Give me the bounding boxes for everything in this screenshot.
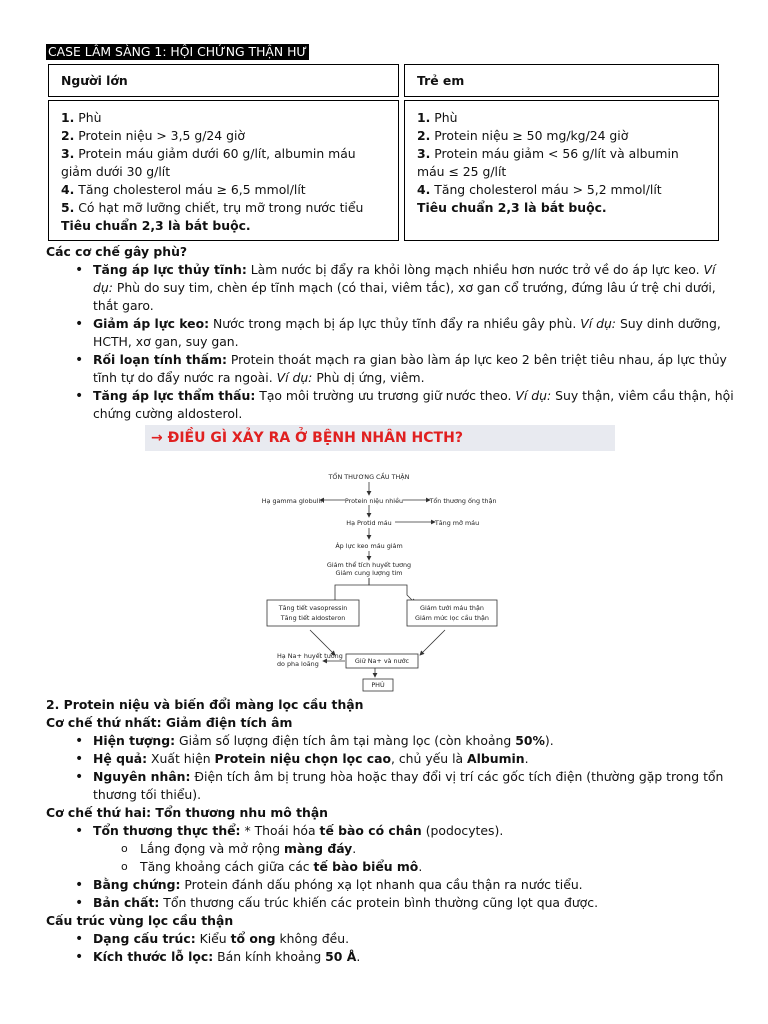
edema-heading: Các cơ chế gây phù? (46, 244, 188, 259)
list-item: • Bản chất: Tổn thương cấu trúc khiến các protein bình thường cũng lọt qua được. (93, 894, 736, 912)
node-top: TỔN THƯƠNG CẦU THẬN (328, 473, 410, 481)
adult-header-label: Người lớn (61, 73, 128, 88)
adult-criterion: 3. Protein máu giảm dưới 60 g/lít, albumin máu (61, 146, 356, 161)
child-criterion: 2. Protein niệu ≥ 50 mg/kg/24 giờ (417, 128, 629, 143)
node-phu: PHÙ (371, 681, 385, 689)
node-na-1: Hạ Na+ huyết tương (277, 652, 343, 660)
mech1-heading: Cơ chế thứ nhất: Giảm điện tích âm (46, 715, 293, 730)
section-2 (46, 696, 736, 966)
list-item: • Dạng cấu trúc: Kiểu tổ ong không đều. (93, 930, 736, 948)
node-giu-na: Giữ Na+ và nước (354, 657, 410, 665)
node-ap-luc: Áp lực keo máu giảm (335, 542, 403, 550)
flowchart-svg (145, 455, 615, 693)
table-header-child (404, 64, 719, 97)
list-item: • Giảm áp lực keo: Nước trong mạch bị áp lực thủy tĩnh đẩy ra nhiều gây phù. Ví dụ: Suy dinh dưỡng, HCTH, xơ gan, suy gan. (93, 315, 736, 351)
mech2-sublist (93, 840, 736, 876)
arrow (369, 578, 415, 603)
flowchart-figure (145, 425, 615, 693)
node-renal-2: Giảm mức lọc cầu thận (415, 614, 489, 622)
mech2-list (46, 822, 736, 912)
node-protein: Protein niệu nhiều (344, 497, 404, 505)
node-giam-the-1: Giảm thể tích huyết tương (326, 561, 412, 569)
list-item: • Hệ quả: Xuất hiện Protein niệu chọn lọc cao, chủ yếu là Albumin. (93, 750, 736, 768)
list-item: • Kích thước lỗ lọc: Bán kính khoảng 50 Å. (93, 948, 736, 966)
node-na-2: do pha loãng (277, 660, 319, 668)
figure-banner: → ĐIỀU GÌ XẢY RA Ở BỆNH NHÂN HCTH? (145, 425, 615, 451)
structure-list (46, 930, 736, 966)
table-header-adult (48, 64, 399, 97)
list-item: • Tăng áp lực thẩm thấu: Tạo môi trường ưu trương giữ nước theo. Ví dụ: Suy thận, viêm cầu thận, hội chứng cường aldosterol. (93, 387, 736, 423)
structure-heading: Cấu trúc vùng lọc cầu thận (46, 913, 234, 928)
adult-criterion: 4. Tăng cholesterol máu ≥ 6,5 mmol/lít (61, 182, 306, 197)
edema-list (46, 261, 736, 423)
case-title: CASE LÂM SÀNG 1: HỘI CHỨNG THẬN HƯ (48, 44, 308, 59)
child-footer: Tiêu chuẩn 2,3 là bắt buộc. (417, 200, 607, 215)
node-renal-1: Giảm tưới máu thận (420, 604, 484, 612)
child-header-label: Trẻ em (417, 73, 465, 88)
adult-criterion: 2. Protein niệu > 3,5 g/24 giờ (61, 128, 245, 143)
node-ha-gamma: Hạ gamma globulin (261, 497, 325, 505)
list-item: • Tăng áp lực thủy tĩnh: Làm nước bị đẩy ra khỏi lòng mạch nhiều hơn nước trở về do áp lực keo. Ví dụ: Phù do suy tim, chèn ép tĩnh mạch (có thai, viêm tắc), xơ gan cổ trướng, đứng lâu ứ trệ chi dưới, thắt garo. (93, 261, 736, 315)
table-cell-child (404, 100, 719, 241)
child-criterion: 4. Tăng cholesterol máu > 5,2 mmol/lít (417, 182, 662, 197)
node-tubule: Tổn thương ống thận (429, 497, 497, 505)
mech1-list (46, 732, 736, 804)
sub-list-item: o Tăng khoảng cách giữa các tế bào biểu mô. (140, 858, 736, 876)
list-item: • Rối loạn tính thấm: Protein thoát mạch ra gian bào làm áp lực keo 2 bên triệt tiêu nhau, áp lực thủy tĩnh tự do đẩy nước ra ngoài. Ví dụ: Phù dị ứng, viêm. (93, 351, 736, 387)
table-cell-adult (48, 100, 399, 241)
node-ha-protid: Hạ Protid máu (346, 519, 392, 527)
node-vaso-2: Tăng tiết aldosteron (280, 614, 346, 622)
child-criterion: 3. Protein máu giảm < 56 g/lít và albumin (417, 146, 679, 161)
child-criterion: máu ≤ 25 g/lít (417, 164, 507, 179)
list-item: • Hiện tượng: Giảm số lượng điện tích âm tại màng lọc (còn khoảng 50%). (93, 732, 736, 750)
adult-criterion: 1. Phù (61, 110, 102, 125)
adult-criterion: 5. Có hạt mỡ lưỡng chiết, trụ mỡ trong nước tiểu (61, 200, 364, 215)
child-criterion: 1. Phù (417, 110, 458, 125)
list-item: • Tổn thương thực thể: * Thoái hóa tế bào có chân (podocytes). o Lắng đọng và mở rộng màng đáy. o Tăng khoảng cách giữa các tế bào biểu mô. (93, 822, 736, 876)
node-giam-the-2: Giảm cung lượng tim (335, 569, 403, 577)
section2-heading: 2. Protein niệu và biến đổi màng lọc cầu thận (46, 697, 364, 712)
sub-list-item: o Lắng đọng và mở rộng màng đáy. (140, 840, 736, 858)
list-item: • Bằng chứng: Protein đánh dấu phóng xạ lọt nhanh qua cầu thận ra nước tiểu. (93, 876, 736, 894)
node-vaso-1: Tăng tiết vasopressin (278, 604, 348, 612)
adult-criterion: giảm dưới 30 g/lít (61, 164, 171, 179)
list-item: • Nguyên nhân: Điện tích âm bị trung hòa hoặc thay đổi vị trí các gốc tích điện (thường gặp trong tổn thương tối thiểu). (93, 768, 736, 804)
adult-footer: Tiêu chuẩn 2,3 là bắt buộc. (61, 218, 251, 233)
arrow (420, 630, 445, 655)
mech2-heading: Cơ chế thứ hai: Tổn thương nhu mô thận (46, 805, 329, 820)
edema-section (46, 243, 736, 423)
node-lipid: Tăng mỡ máu (434, 519, 480, 527)
